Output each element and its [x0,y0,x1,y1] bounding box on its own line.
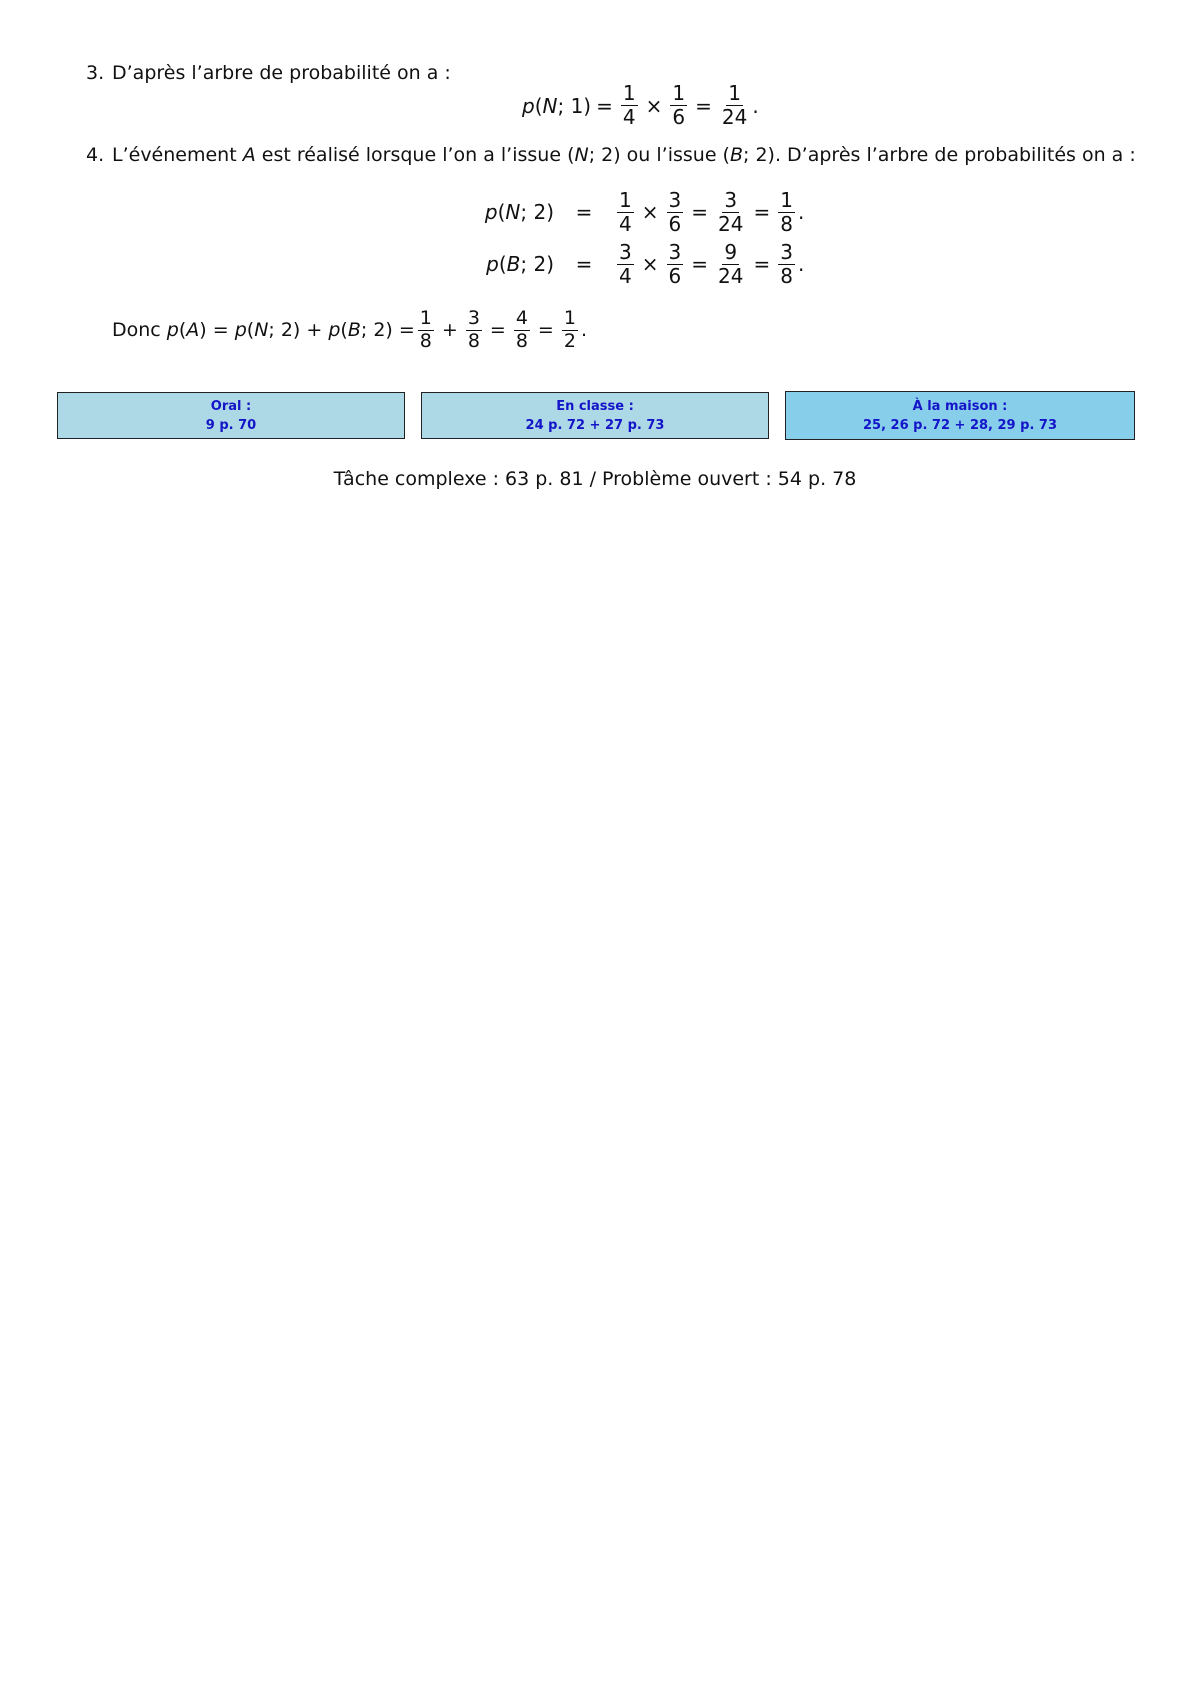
times-sign: × [645,93,663,118]
en-classe-box [421,392,769,439]
fraction: $\frac{9}{24}$ [718,239,744,288]
eq-sign: = [596,93,613,118]
fraction: $\frac{1}{6}$ [672,81,686,129]
fraction: $\frac{4}{8}$ [515,307,528,352]
fraction: $\frac{3}{4}$ [619,239,632,288]
equation-row-pN2: p(N; 2) = $\frac{1}{4}$ × $\frac{3}{6}$ = $\frac{3}{24}$ = $\frac{1}{8}$ . [484,187,805,236]
item-number: 3. [86,62,105,84]
eq-p: p [522,93,535,118]
equation-pN1: p ( N ; 1) = $\frac{1}{4}$ × $\frac{1}{6}$ = $\frac{1}{24}$ . [522,81,759,129]
box-content: 24 p. 72 + 27 p. 73 [525,417,665,433]
conclusion-equation: Donc p ( A ) = p ( N ; 2) + p ( B ; 2) = $\frac{1}{8}$ + $\frac{3}{8}$ = $\frac{4}{8}$ = $\frac{1}{2}$ . [112,307,587,352]
box-title: À la maison : [912,398,1008,414]
a-la-maison-box [785,391,1135,440]
eq-sign: = [695,93,712,118]
fraction: $\frac{1}{8}$ [780,187,793,236]
equation-array [472,186,804,290]
fraction: $\frac{3}{8}$ [780,239,793,288]
fraction: $\frac{1}{24}$ [721,81,748,129]
box-content: 25, 26 p. 72 + 28, 29 p. 73 [862,417,1057,433]
oral-box [57,392,405,439]
eq-rest: ; 1) [557,93,592,118]
fraction: $\frac{3}{6}$ [668,187,682,236]
item-text: D’après l’arbre de probabilité on a : [112,62,451,84]
box-title: En classe : [556,398,634,414]
fraction: $\frac{1}{4}$ [622,81,636,129]
fraction: $\frac{1}{2}$ [563,307,576,352]
fraction: $\frac{3}{24}$ [718,187,744,236]
box-title: Oral : [210,398,252,414]
eq-var: N [542,93,558,118]
item-4 [86,144,1136,174]
fraction: $\frac{1}{4}$ [619,187,632,236]
equation-row-pB2: p(B; 2) = $\frac{3}{4}$ × $\frac{3}{6}$ = $\frac{9}{24}$ = $\frac{3}{8}$ . [486,239,805,288]
item-text: L’événement A est réalisé lorsque l’on a l’issue (N; 2) ou l’issue (B; 2). D’après l’arbre de probabilités on a : [112,144,1136,166]
fraction: $\frac{3}{8}$ [467,307,480,352]
tasks-footer: Tâche complexe : 63 p. 81 / Problème ouvert : 54 p. 78 [333,468,857,490]
box-content: 9 p. 70 [205,417,257,433]
fraction: $\frac{1}{8}$ [419,307,432,352]
item-number: 4. [86,144,105,166]
fraction: $\frac{3}{6}$ [668,239,682,288]
